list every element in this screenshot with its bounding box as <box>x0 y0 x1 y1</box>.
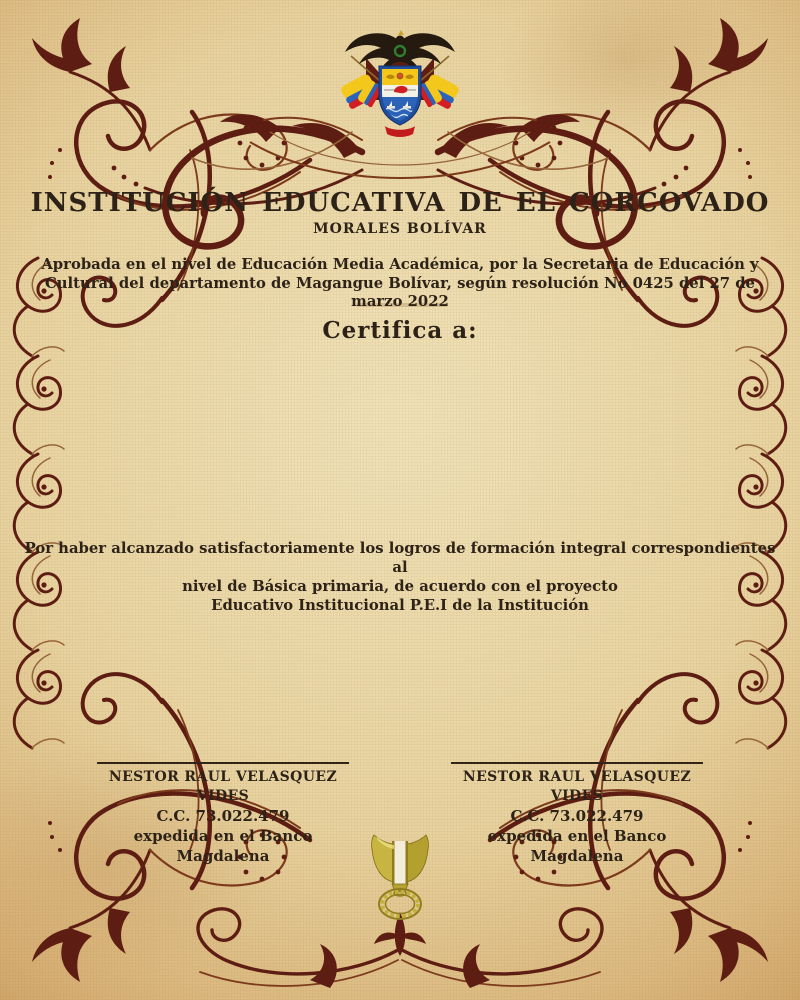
signature-block-left <box>88 762 358 866</box>
approval-text <box>20 256 780 312</box>
achievement-line-3: Educativo Institucional P.E.I de la Institución <box>211 597 589 614</box>
institution-location: MORALES BOLÍVAR <box>313 221 487 237</box>
approval-line-2: Cultural del departamento de Magangue Bolívar, según resolución No 0425 del 27 de marzo 2022 <box>45 274 755 310</box>
colombia-coat-of-arms-icon <box>341 26 459 138</box>
institution-name: INSTITUCIÓN EDUCATIVA DE EL CORCOVADO <box>30 188 770 218</box>
signature-line <box>451 762 703 764</box>
gold-medal-icon <box>365 832 435 920</box>
signatory-document-id: C.C. 73.022.479 <box>510 807 644 825</box>
signatory-id-issued-at: expedida en el Banco Magdalena <box>487 827 667 865</box>
signatory-document-id: C.C. 73.022.479 <box>156 807 290 825</box>
signature-line <box>97 762 349 764</box>
achievement-line-1: Por haber alcanzado satisfactoriamente los logros de formación integral correspondientes al <box>24 540 776 576</box>
signatory-name: NESTOR RAUL VELASQUEZ VIDES <box>108 769 338 804</box>
achievement-text <box>20 539 780 615</box>
signatory-name: NESTOR RAUL VELASQUEZ VIDES <box>462 769 692 804</box>
achievement-line-2: nivel de Básica primaria, de acuerdo con el proyecto <box>182 578 618 595</box>
signatory-id-issued-at: expedida en el Banco Magdalena <box>133 827 313 865</box>
certifies-label: Certifica a: <box>322 317 478 344</box>
approval-line-1: Aprobada en el nivel de Educación Media Académica, por la Secretaria de Educación y <box>41 256 759 273</box>
signature-block-right <box>442 762 712 866</box>
